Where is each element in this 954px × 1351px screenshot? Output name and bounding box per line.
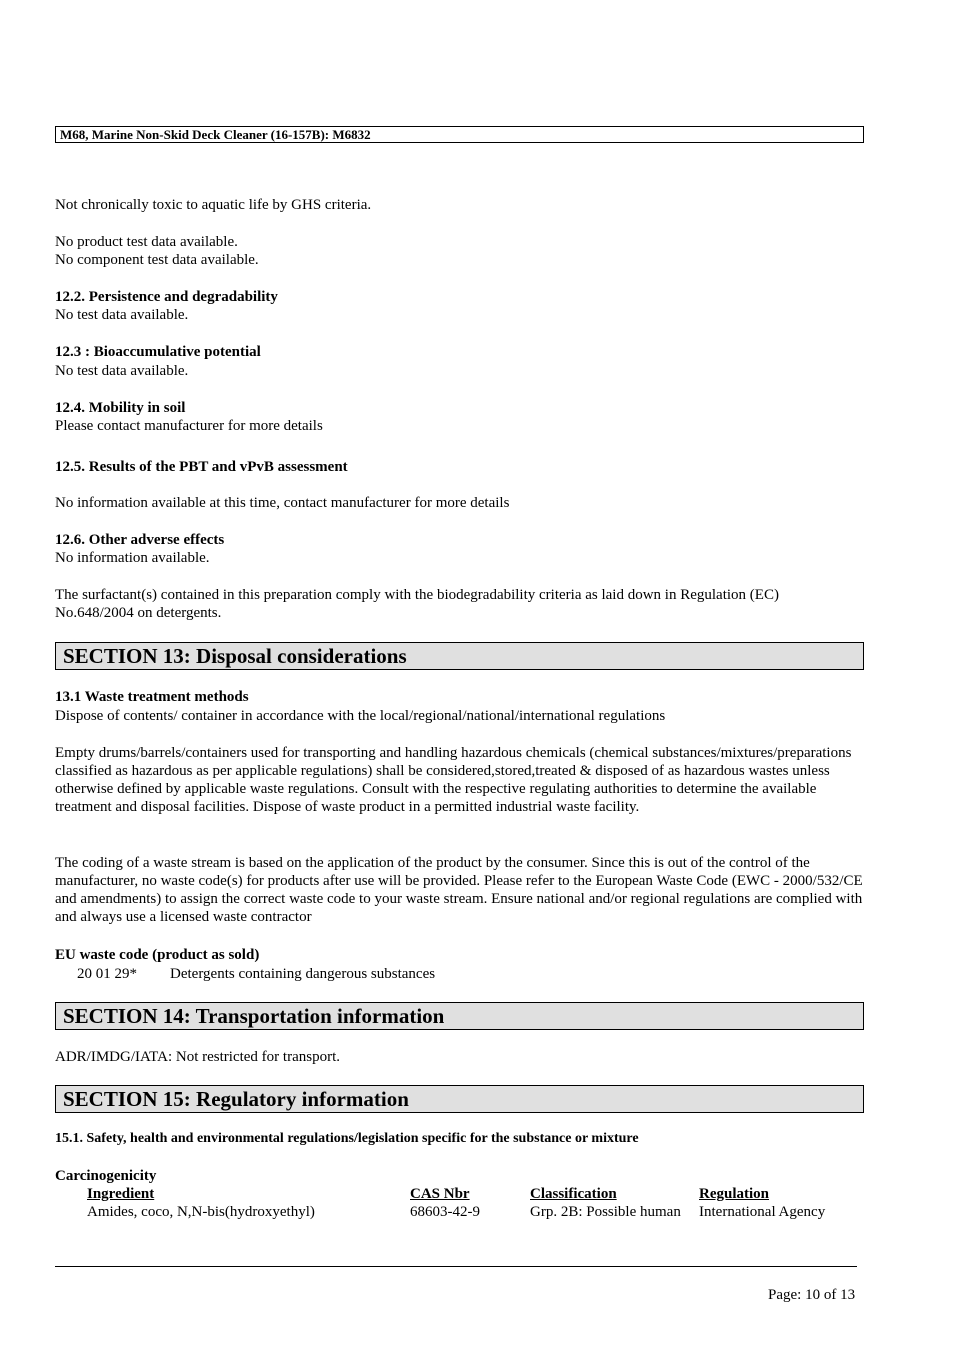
row-classification: Grp. 2B: Possible human [530,1204,681,1220]
persistence-text: No test data available. [55,307,189,323]
section-14-title: SECTION 14: Transportation information [55,1002,864,1030]
other-effects-heading: 12.6. Other adverse effects [55,532,225,548]
pbt-heading: 12.5. Results of the PBT and vPvB assessment [55,459,348,475]
waste-treatment-text: Dispose of contents/ container in accordance with the local/regional/national/international regulations [55,708,666,724]
column-header-ingredient: Ingredient [87,1186,155,1202]
eu-waste-code-heading: EU waste code (product as sold) [55,947,260,963]
eu-waste-code: 20 01 29* [77,966,137,982]
mobility-text: Please contact manufacturer for more details [55,418,323,434]
mobility-heading: 12.4. Mobility in soil [55,400,186,416]
document-header: M68, Marine Non-Skid Deck Cleaner (16-157B): M6832 [55,126,864,143]
other-effects-text: No information available. [55,550,210,566]
column-header-classification: Classification [530,1186,617,1202]
row-cas: 68603-42-9 [410,1204,480,1220]
row-regulation: International Agency [699,1204,826,1220]
column-header-cas: CAS Nbr [410,1186,470,1202]
section-13-title: SECTION 13: Disposal considerations [55,642,864,670]
waste-coding-text: The coding of a waste stream is based on the application of the product by the consumer. Since this is out of the control of the manufacturer, no waste code(s) for products after use will be provided. Please refer to the European Waste Code (EWC - 2000/532/CE and amendments) to assign the correct waste code to your waste stream. Ensure national and/or regional regulations are complied with and always use a licensed waste contractor [55,855,863,925]
aquatic-toxicity-text: Not chronically toxic to aquatic life by GHS criteria. [55,197,372,213]
transport-text: ADR/IMDG/IATA: Not restricted for transport. [55,1049,340,1065]
carcinogenicity-heading: Carcinogenicity [55,1168,157,1184]
pbt-text: No information available at this time, contact manufacturer for more details [55,495,510,511]
column-header-regulation: Regulation [699,1186,770,1202]
section-15-title: SECTION 15: Regulatory information [55,1085,864,1113]
bioaccumulative-heading: 12.3 : Bioaccumulative potential [55,344,261,360]
bioaccumulative-text: No test data available. [55,363,189,379]
no-component-data-text: No component test data available. [55,252,259,268]
waste-treatment-heading: 13.1 Waste treatment methods [55,689,249,705]
footer-divider [55,1266,857,1267]
row-ingredient: Amides, coco, N,N-bis(hydroxyethyl) [87,1204,315,1220]
regulations-heading: 15.1. Safety, health and environmental regulations/legislation specific for the substance or mixture [55,1131,639,1146]
eu-waste-description: Detergents containing dangerous substances [170,966,436,982]
empty-drums-text: Empty drums/barrels/containers used for transporting and handling hazardous chemicals (chemical substances/mixtures/preparations classified as hazardous as per applicable regulations) shall be considered,stored,treated & disposed of as hazardous wastes unless otherwise defined by applicable waste regulations. Consult with the respective regulating authorities to determine the available treatment and disposal facilities. Dispose of waste product in a permitted industrial waste facility. [55,745,852,815]
page-number: Page: 10 of 13 [768,1287,856,1303]
no-product-data-text: No product test data available. [55,234,238,250]
surfactant-text: The surfactant(s) contained in this preparation comply with the biodegradability criteria as laid down in Regulation (EC) No.648/2004 on detergents. [55,587,779,621]
persistence-heading: 12.2. Persistence and degradability [55,289,278,305]
